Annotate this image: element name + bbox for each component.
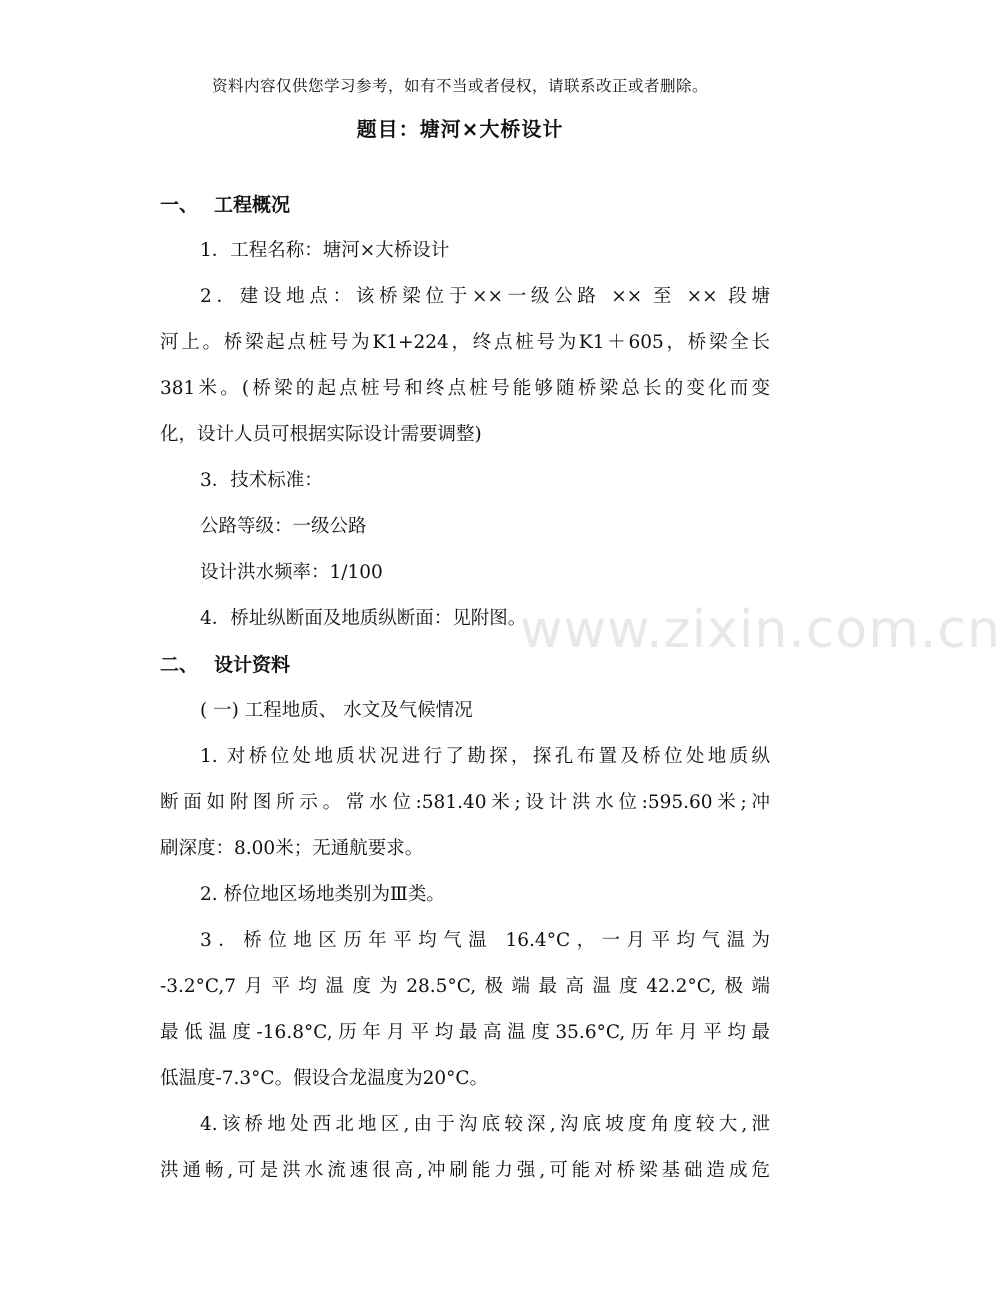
paragraph-line: 4．桥址纵断面及地质纵断面：见附图。 [200,608,527,629]
document-title: 题目：塘河×大桥设计 [356,117,564,141]
paragraph-line: 4.该桥地处西北地区,由于沟底较深,沟底坡度角度较大,泄 [200,1114,770,1135]
paragraph-line: 化，设计人员可根据实际设计需要调整) [160,424,482,445]
section-heading-1 [160,190,290,217]
paragraph-line: 381米。(桥梁的起点桩号和终点桩号能够随桥梁总长的变化而变 [160,378,770,399]
paragraph-line: 河上。桥梁起点桩号为K1+224，终点桩号为K1＋605，桥梁全长 [160,332,770,353]
paragraph-line: 公路等级：一级公路 [200,516,367,537]
paragraph-line: 最低温度-16.8°C,历年月平均最高温度35.6°C,历年月平均最 [160,1022,770,1043]
section-number: 一、 [160,194,199,216]
paragraph-line: 3．桥位地区历年平均气温 16.4°C，一月平均气温为 [200,930,770,951]
paragraph-line: 洪通畅,可是洪水流速很高,冲刷能力强,可能对桥梁基础造成危 [160,1160,770,1181]
paragraph-line: 2. 桥位地区场地类别为Ⅲ类。 [200,884,445,905]
section-number: 二、 [160,654,199,676]
section-title: 工程概况 [214,194,291,216]
paragraph-line: -3.2°C,7月平均温度为28.5°C,极端最高温度42.2°C,极端 [160,976,770,997]
paragraph-line: 设计洪水频率：1/100 [200,562,383,583]
paragraph-line: 低温度-7.3°C。假设合龙温度为20°C。 [160,1068,489,1089]
paragraph-line: 断面如附图所示。常水位:581.40米;设计洪水位:595.60米;冲 [160,792,770,813]
paragraph-line: 1．工程名称：塘河×大桥设计 [200,240,450,261]
section-heading-2 [160,650,290,677]
section-title: 设计资料 [214,654,291,676]
subsection-heading: ( 一) 工程地质、 水文及气候情况 [200,700,473,721]
disclaimer-text: 资料内容仅供您学习参考，如有不当或者侵权，请联系改正或者删除。 [211,77,708,95]
paragraph-line: 2．建设地点：该桥梁位于××一级公路 ×× 至 ×× 段塘 [200,286,770,307]
paragraph-line: 1. 对桥位处地质状况进行了勘探，探孔布置及桥位处地质纵 [200,746,770,767]
paragraph-line: 3．技术标准： [200,470,323,491]
paragraph-line: 刷深度：8.00米；无通航要求。 [160,838,424,859]
watermark: www.zixin.com.cn [520,600,1001,660]
